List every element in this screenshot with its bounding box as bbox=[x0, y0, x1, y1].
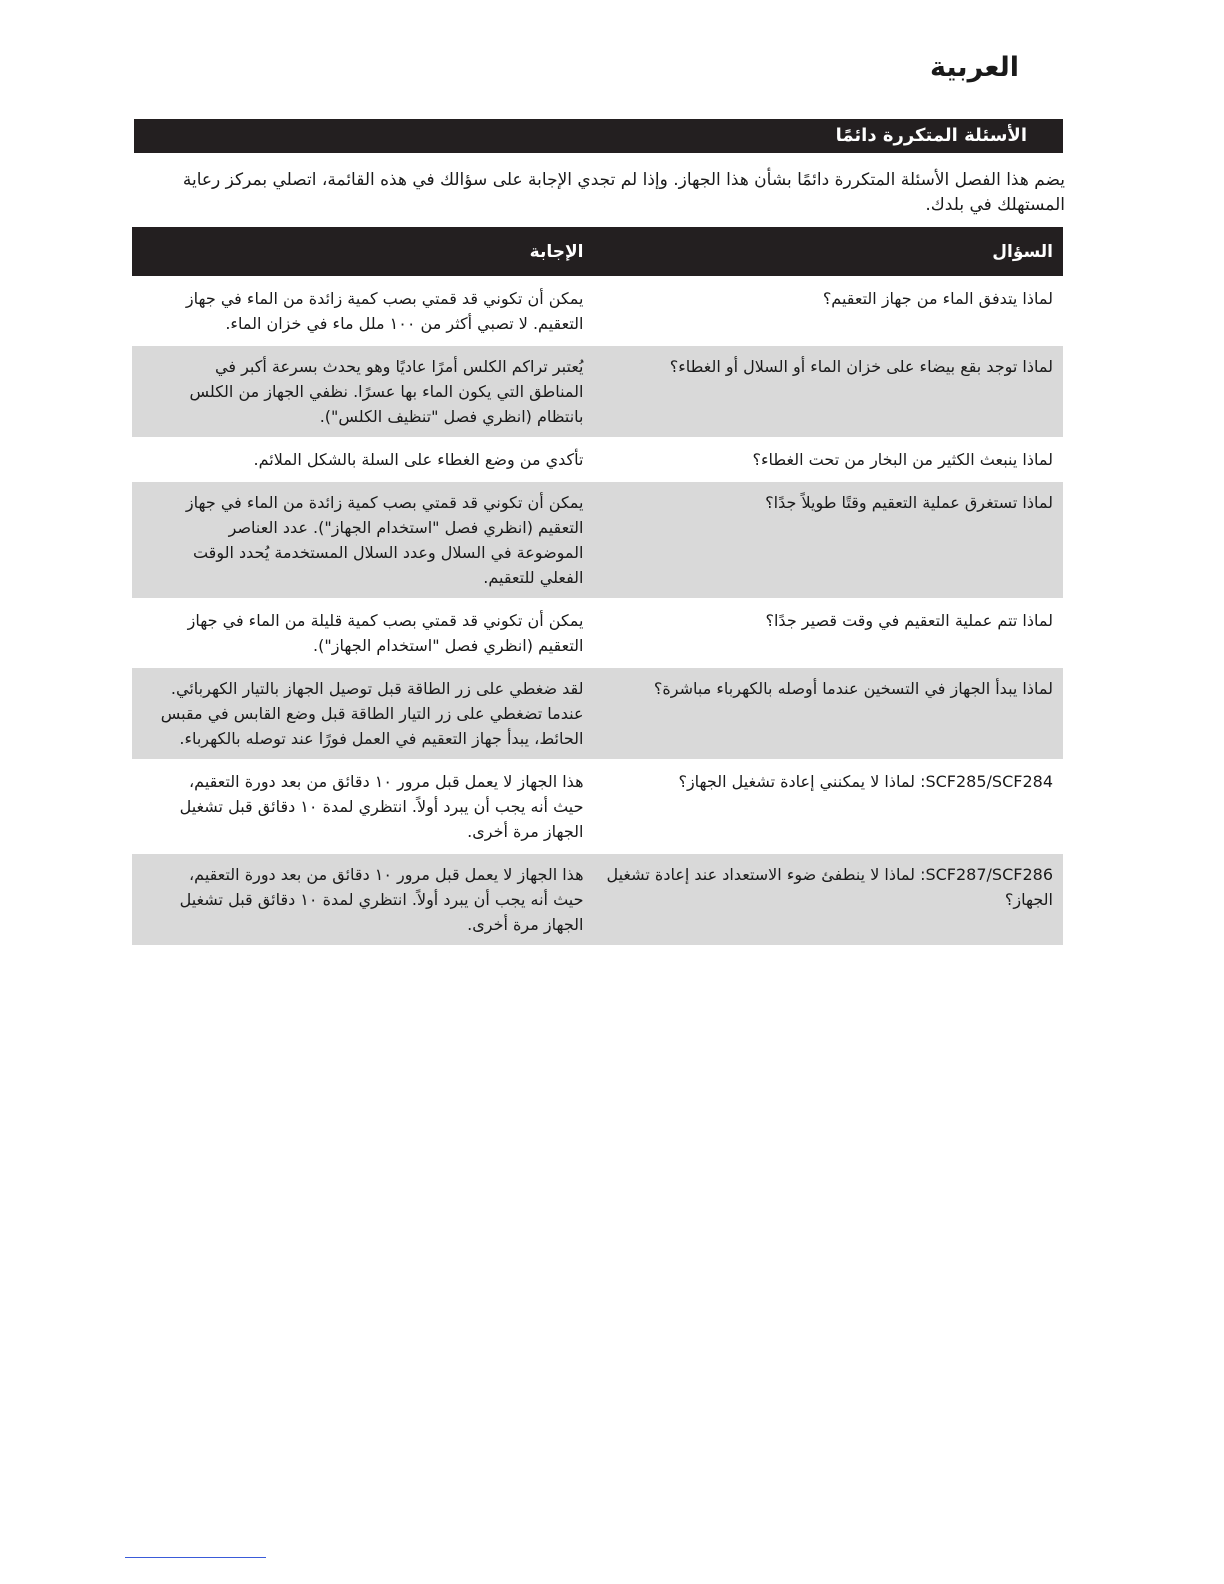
faq-row bbox=[132, 481, 1063, 599]
answer-cell: لقد ضغطي على زر الطاقة قبل توصيل الجهاز بالتيار الكهربائي. عندما تضغطي على زر التيار الطاقة قبل وضع القابس في مقبس الحائط، يبدأ جهاز التعقيم في العمل فورًا عند توصله بالكهرباء. bbox=[132, 667, 598, 760]
answer-cell: هذا الجهاز لا يعمل قبل مرور ١٠ دقائق من بعد دورة التعقيم، حيث أنه يجب أن يبرد أولاً. انتظري لمدة ١٠ دقائق قبل تشغيل الجهاز مرة أخرى. bbox=[132, 853, 598, 945]
question-cell: لماذا يتدفق الماء من جهاز التعقيم؟ bbox=[598, 277, 1064, 345]
answer-cell: يمكن أن تكوني قد قمتي بصب كمية زائدة من الماء في جهاز التعقيم (انظري فصل "استخدام الجهاز"). عدد العناصر الموضوعة في السلال وعدد السلال المستخدمة يُحدد الوقت الفعلي للتعقيم. bbox=[132, 481, 598, 599]
answer-cell: يمكن أن تكوني قد قمتي بصب كمية زائدة من الماء في جهاز التعقيم. لا تصبي أكثر من ١٠٠ ملل ماء في خزان الماء. bbox=[132, 277, 598, 345]
section-title-bar bbox=[134, 119, 1063, 153]
faq-row bbox=[132, 438, 1063, 481]
question-cell: لماذا يبدأ الجهاز في التسخين عندما أوصله بالكهرباء مباشرة؟ bbox=[598, 667, 1064, 760]
faq-table bbox=[132, 227, 1063, 945]
question-cell: لماذا تتم عملية التعقيم في وقت قصير جدًا؟ bbox=[598, 599, 1064, 667]
faq-row bbox=[132, 599, 1063, 667]
faq-row bbox=[132, 277, 1063, 345]
footer-rule bbox=[125, 1557, 266, 1558]
question-cell: لماذا توجد بقع بيضاء على خزان الماء أو السلال أو الغطاء؟ bbox=[598, 345, 1064, 438]
answer-cell: هذا الجهاز لا يعمل قبل مرور ١٠ دقائق من بعد دورة التعقيم، حيث أنه يجب أن يبرد أولاً. انتظري لمدة ١٠ دقائق قبل تشغيل الجهاز مرة أخرى. bbox=[132, 760, 598, 853]
question-cell: لماذا ينبعث الكثير من البخار من تحت الغطاء؟ bbox=[598, 438, 1064, 481]
answer-column-header: الإجابة bbox=[132, 227, 598, 277]
answer-cell: يُعتبر تراكم الكلس أمرًا عاديًا وهو يحدث بسرعة أكبر في المناطق التي يكون الماء بها عسرًا. نظفي الجهاز من الكلس بانتظام (انظري فصل "تنظيف الكلس"). bbox=[132, 345, 598, 438]
intro-paragraph: يضم هذا الفصل الأسئلة المتكررة دائمًا بشأن هذا الجهاز. وإذا لم تجدي الإجابة على سؤالك في هذه القائمة، اتصلي بمركز رعاية المستهلك في بلدك. bbox=[182, 170, 1065, 215]
question-cell: لماذا تستغرق عملية التعقيم وقتًا طويلاً جدًا؟ bbox=[598, 481, 1064, 599]
language-title: العربية bbox=[930, 52, 1019, 83]
question-column-header: السؤال bbox=[598, 227, 1064, 277]
section-title: الأسئلة المتكررة دائمًا bbox=[835, 125, 1027, 146]
question-cell: SCF287/SCF286: لماذا لا ينطفئ ضوء الاستعداد عند إعادة تشغيل الجهاز؟ bbox=[598, 853, 1064, 945]
answer-cell: تأكدي من وضع الغطاء على السلة بالشكل الملائم. bbox=[132, 438, 598, 481]
question-cell: SCF285/SCF284: لماذا لا يمكنني إعادة تشغيل الجهاز؟ bbox=[598, 760, 1064, 853]
faq-row bbox=[132, 853, 1063, 945]
answer-cell: يمكن أن تكوني قد قمتي بصب كمية قليلة من الماء في جهاز التعقيم (انظري فصل "استخدام الجهاز"). bbox=[132, 599, 598, 667]
faq-row bbox=[132, 667, 1063, 760]
faq-row bbox=[132, 345, 1063, 438]
faq-header-row bbox=[132, 227, 1063, 277]
faq-row bbox=[132, 760, 1063, 853]
